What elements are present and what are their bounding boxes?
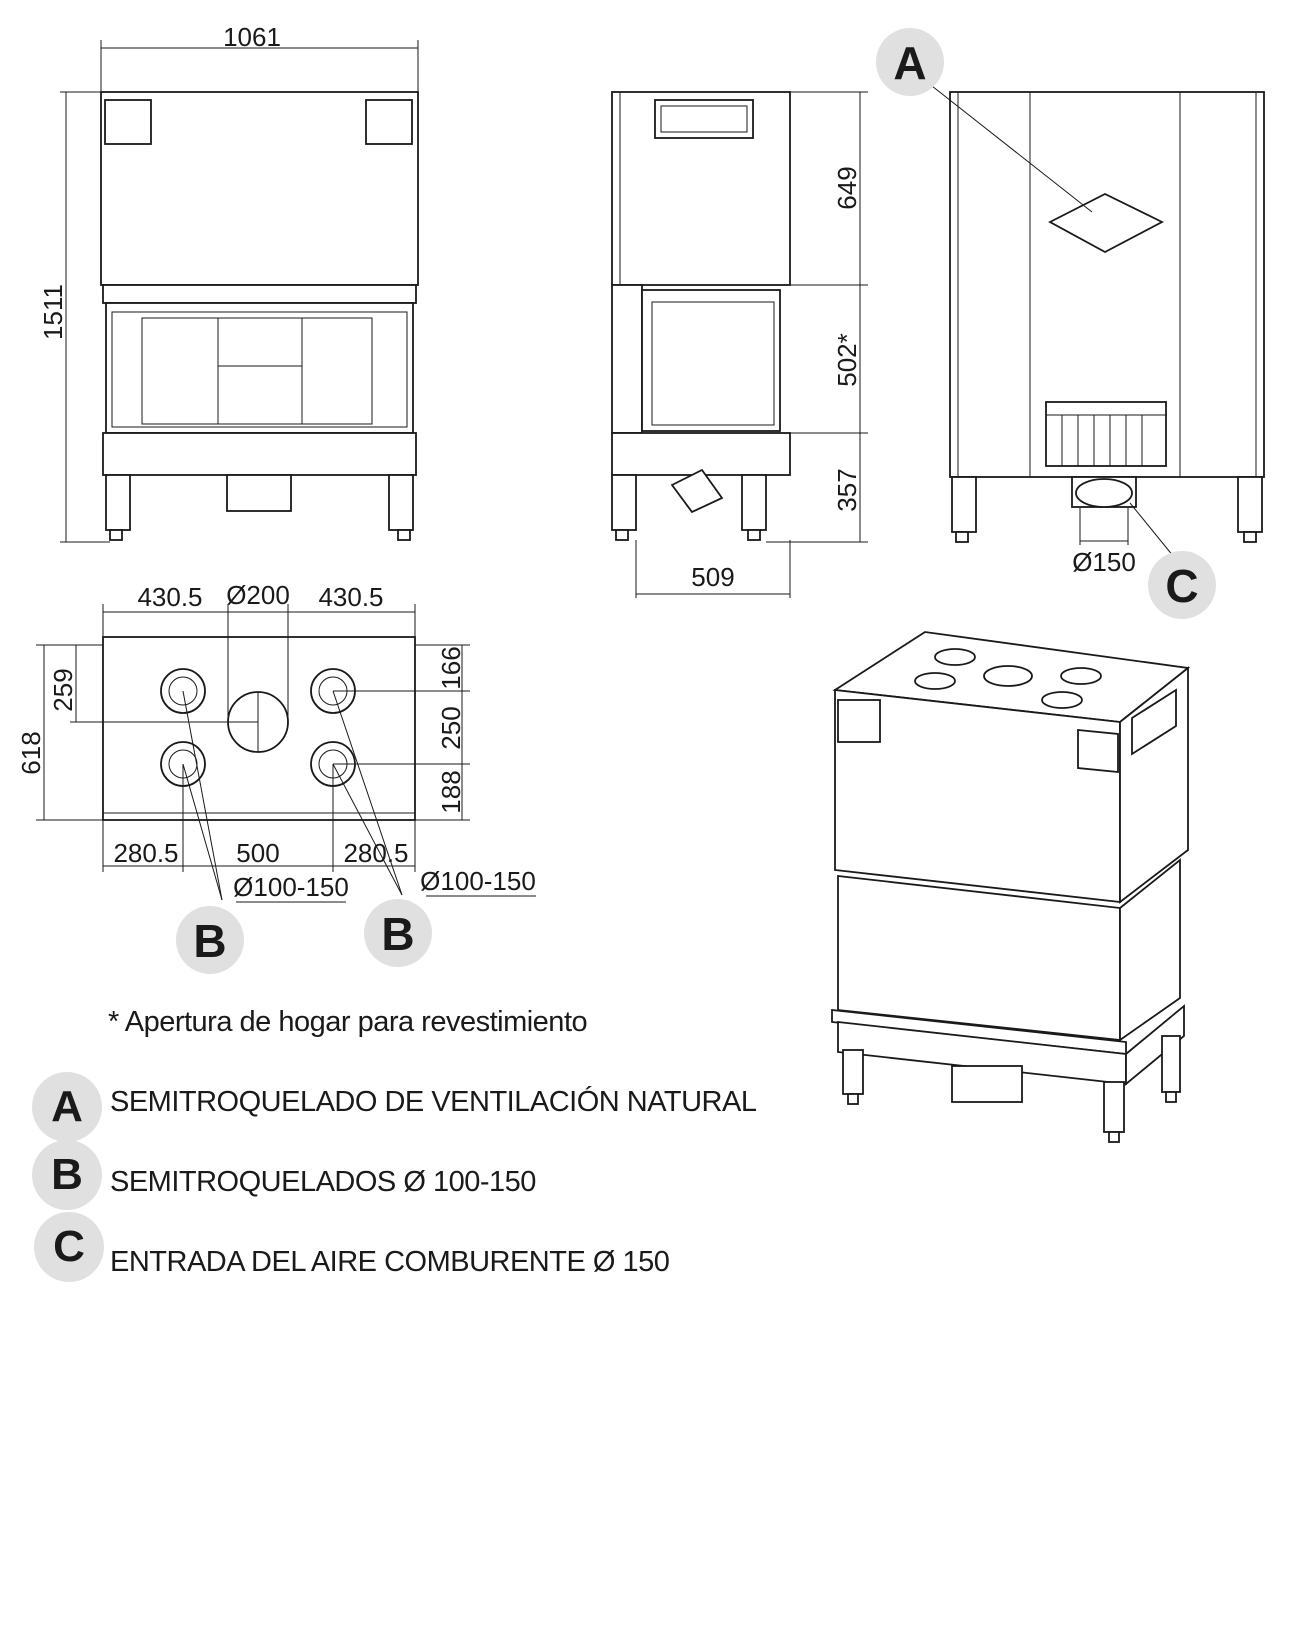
dim-top-250: 250 [436,706,466,750]
dim-top-188: 188 [436,770,466,814]
side-view [612,92,868,598]
callout-c-letter: C [1165,560,1199,612]
dim-top-depth: 618 [16,731,46,775]
legend-bubble-b: B [32,1140,102,1210]
dim-front-height: 1511 [38,284,68,340]
legend-bubble-a: A [32,1072,102,1142]
top-view [16,580,536,974]
legend-text-a: SEMITROQUELADO DE VENTILACIÓN NATURAL [110,1086,757,1118]
dim-side-top: 649 [832,166,862,210]
dim-bottom-right: 280.5 [343,838,409,868]
legend-text-b: SEMITROQUELADOS Ø 100-150 [110,1166,536,1198]
dim-top-259: 259 [48,668,78,712]
dim-front-width: 1061 [223,22,281,52]
dim-side-mid: 502* [832,333,862,387]
air-grille [1046,402,1166,466]
callout-b-left-letter: B [193,915,227,967]
dim-top-right: 430.5 [318,582,384,612]
combustion-air-inlet [1076,479,1132,507]
dim-bottom-center: 500 [236,838,280,868]
dim-back-pipe: Ø150 [1072,547,1136,577]
dim-hole-left: Ø100-150 [233,872,349,902]
dim-top-left: 430.5 [137,582,203,612]
callout-a-letter: A [893,37,927,89]
front-view [38,22,418,542]
dim-top-center: Ø200 [226,580,290,610]
callout-b-right-letter: B [381,908,415,960]
isometric-view [832,632,1188,1142]
dim-top-166: 166 [436,646,466,690]
back-view [876,28,1264,619]
dim-side-bottom: 357 [832,468,862,512]
footnote: * Apertura de hogar para revestimiento [108,1006,588,1038]
dim-hole-right: Ø100-150 [420,866,536,896]
dim-bottom-left: 280.5 [113,838,179,868]
legend-text-c: ENTRADA DEL AIRE COMBURENTE Ø 150 [110,1246,670,1278]
legend-bubble-c: C [34,1212,104,1282]
dim-side-depth: 509 [691,562,735,592]
